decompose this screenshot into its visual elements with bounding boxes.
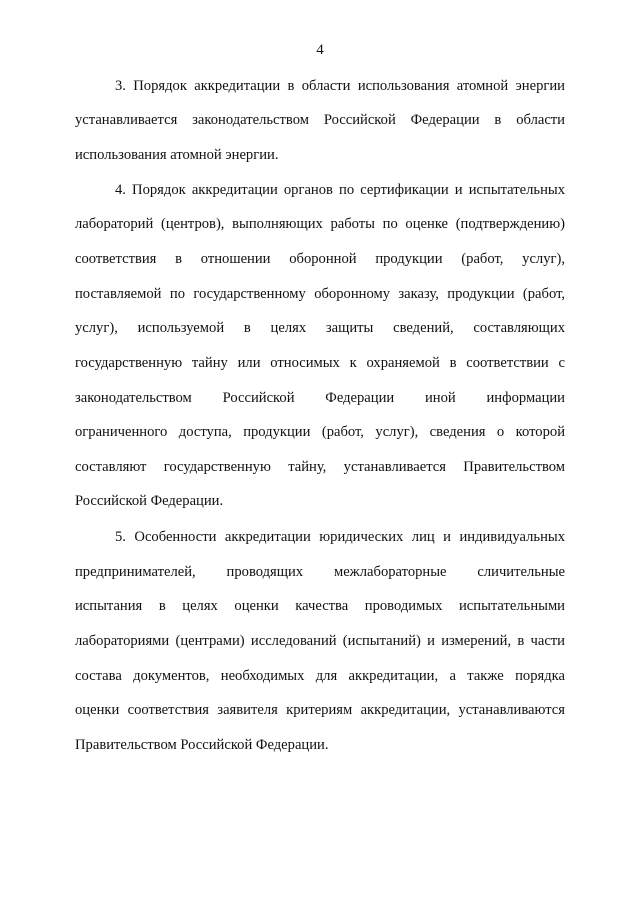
paragraph-5-line-6: оценки соответствия заявителя критериям аккредитации, устанавливаются: [75, 702, 565, 718]
paragraph-4-line-1: 4. Порядок аккредитации органов по сертификации и испытательных: [115, 182, 565, 198]
paragraph-5-line-5: состава документов, необходимых для аккредитации, а также порядка: [75, 668, 565, 684]
paragraph-5-line-3: испытания в целях оценки качества проводимых испытательными: [75, 598, 565, 614]
paragraph-4-line-3: соответствия в отношении оборонной продукции (работ, услуг),: [75, 251, 565, 267]
paragraph-3-line-3: использования атомной энергии.: [75, 147, 279, 163]
paragraph-3-line-2: устанавливается законодательством Российской Федерации в области: [75, 112, 565, 128]
paragraph-4-line-9: составляют государственную тайну, устанавливается Правительством: [75, 459, 565, 475]
paragraph-5-line-1: 5. Особенности аккредитации юридических лиц и индивидуальных: [115, 529, 565, 545]
paragraph-4-line-6: государственную тайну или относимых к охраняемой в соответствии с: [75, 355, 565, 371]
paragraph-4-line-8: ограниченного доступа, продукции (работ, услуг), сведения о которой: [75, 424, 565, 440]
paragraph-4-line-10: Российской Федерации.: [75, 493, 224, 509]
paragraph-4-line-4: поставляемой по государственному оборонному заказу, продукции (работ,: [75, 286, 565, 302]
paragraph-4-line-5: услуг), используемой в целях защиты сведений, составляющих: [75, 320, 565, 336]
paragraph-3-line-1: 3. Порядок аккредитации в области использования атомной энергии: [115, 78, 565, 94]
paragraph-4-line-7: законодательством Российской Федерации иной информации: [75, 390, 565, 406]
paragraph-4-line-2: лабораторий (центров), выполняющих работы по оценке (подтверждению): [75, 216, 565, 232]
page-number: 4: [316, 42, 324, 58]
paragraph-5-line-7: Правительством Российской Федерации.: [75, 737, 329, 753]
paragraph-5-line-4: лабораториями (центрами) исследований (испытаний) и измерений, в части: [75, 633, 565, 649]
paragraph-5-line-2: предпринимателей, проводящих межлабораторные сличительные: [75, 564, 565, 580]
